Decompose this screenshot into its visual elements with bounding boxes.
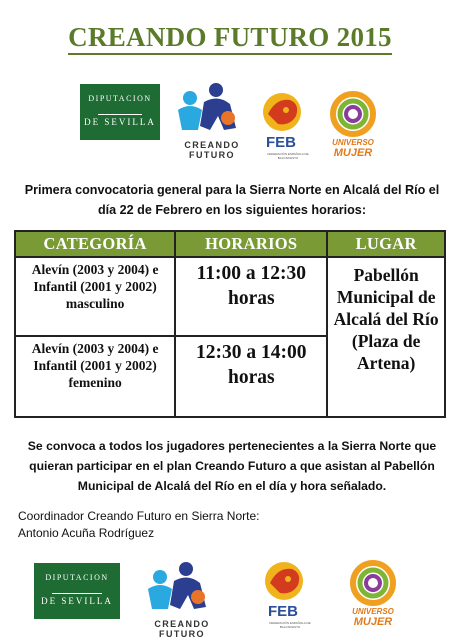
mujer-logo-text: MUJER	[333, 147, 373, 159]
table-row	[15, 257, 445, 336]
creando-futuro-logo	[168, 82, 250, 162]
schedule-table	[14, 230, 446, 418]
table-header-row	[15, 231, 445, 257]
diputacion-logo-text: DIPUTACION	[45, 573, 109, 582]
coordinator-role: Coordinador Creando Futuro en Sierra Norte:	[18, 509, 260, 523]
universo-mujer-rings-icon	[336, 559, 410, 609]
creando-futuro-logo	[138, 561, 220, 641]
universo-mujer-rings-icon	[322, 90, 384, 140]
feb-logo-subtext: FEDERACIÓN ESPAÑOLA DE BALONCESTO	[267, 152, 309, 160]
feb-lion-icon	[262, 559, 318, 603]
creando-futuro-logo-text: CREANDO FUTURO	[154, 619, 210, 639]
feb-logo-subtext: FEDERACIÓN ESPAÑOLA DE BALONCESTO	[269, 621, 311, 629]
logo-strip-top	[0, 82, 460, 168]
sevilla-logo-text: DE SEVILLA	[84, 117, 156, 127]
page-title: CREANDO FUTURO 2015	[0, 22, 460, 53]
header-lugar: LUGAR	[327, 231, 445, 257]
mujer-logo-text: MUJER	[353, 616, 393, 628]
body-text: Se convoca a todos los jugadores pertenecientes a la Sierra Norte que quieran participar en el plan Creando Futuro a que asistan al Pabellón Municipal de Alcalá del Río en el día y hora señalado.	[27, 439, 437, 493]
feb-logo	[260, 90, 316, 160]
universo-logo-text: UNIVERSO	[332, 138, 374, 147]
horario-cell: 12:30 a 14:00 horas	[175, 336, 327, 417]
universo-mujer-logo	[336, 559, 410, 631]
intro-text: Primera convocatoria general para la Sierra Norte en Alcalá del Río el día 22 de Febrero en los siguientes horarios:	[24, 183, 440, 217]
players-icon	[168, 82, 250, 140]
lugar-cell: Pabellón Municipal de Alcalá del Río (Plaza de Artena)	[327, 257, 445, 417]
coordinator-block	[18, 508, 438, 542]
categoria-cell: Alevín (2003 y 2004) e Infantil (2001 y 2002) femenino	[15, 336, 175, 417]
players-icon	[138, 561, 220, 619]
horario-cell: 11:00 a 12:30 horas	[175, 257, 327, 336]
header-horarios: HORARIOS	[175, 231, 327, 257]
feb-logo-text: FEB	[266, 134, 296, 151]
logo-strip-bottom	[0, 555, 460, 641]
diputacion-logo-text: DIPUTACION	[88, 94, 152, 103]
creando-futuro-logo-text: CREANDO FUTURO	[184, 140, 240, 160]
universo-mujer-logo	[322, 90, 384, 162]
diputacion-sevilla-logo	[34, 563, 120, 619]
header-categoria: CATEGORÍA	[15, 231, 175, 257]
universo-logo-text: UNIVERSO	[352, 607, 394, 616]
categoria-cell: Alevín (2003 y 2004) e Infantil (2001 y 2002) masculino	[15, 257, 175, 336]
feb-logo-text: FEB	[268, 603, 298, 620]
sevilla-logo-text: DE SEVILLA	[41, 596, 113, 606]
feb-logo	[262, 559, 318, 629]
diputacion-sevilla-logo	[80, 84, 160, 140]
coordinator-name: Antonio Acuña Rodríguez	[18, 526, 155, 540]
feb-lion-icon	[260, 90, 316, 134]
